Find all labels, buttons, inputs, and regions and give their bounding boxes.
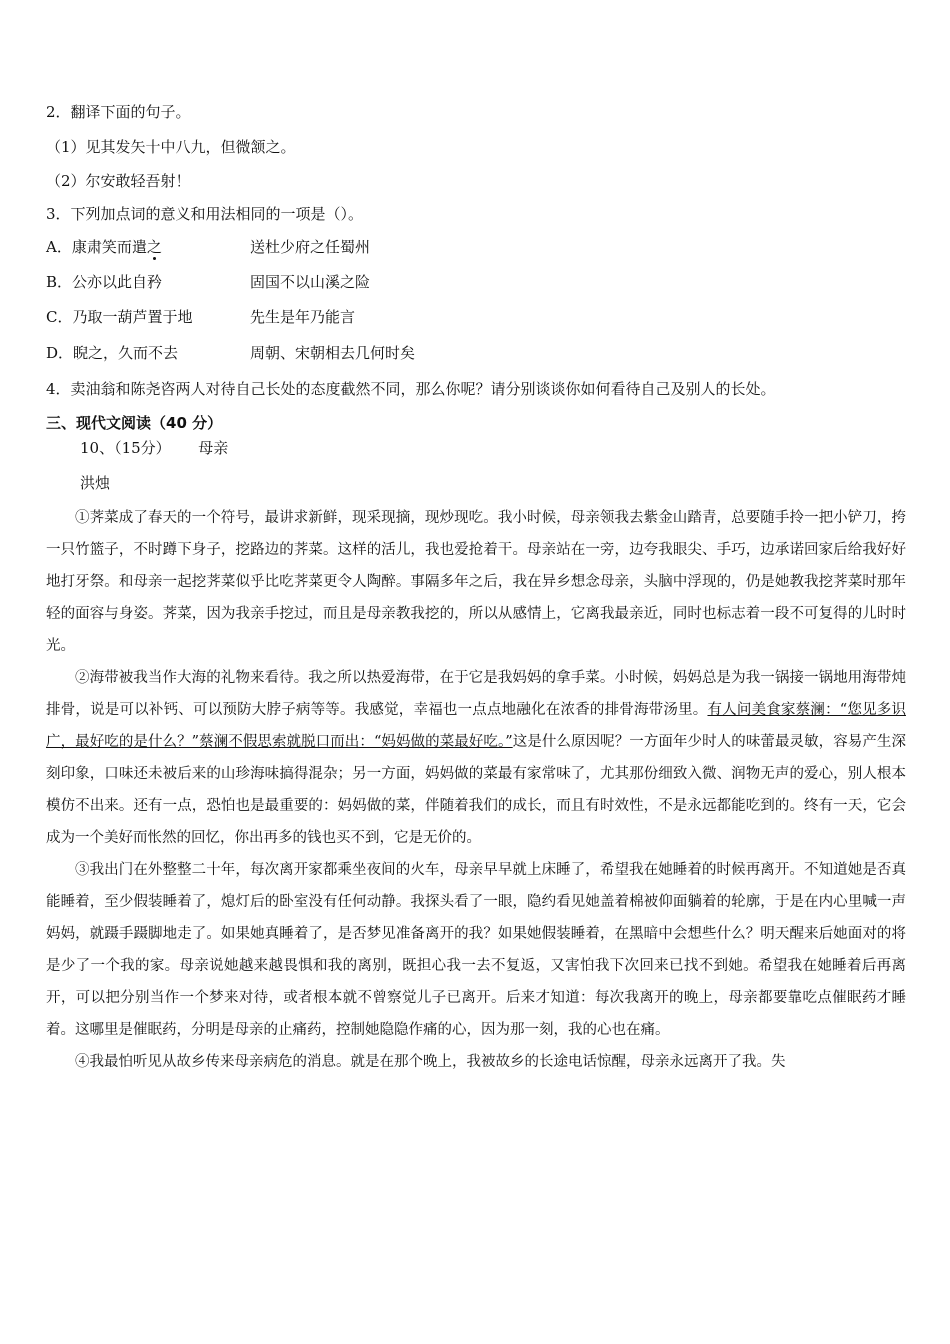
question-3-option-c: C．乃取一葫芦置于地 先生是年乃能言 (46, 308, 356, 326)
section-3-heading: 三、现代文阅读（40 分） (46, 414, 223, 432)
question-3-title: 3．下列加点词的意义和用法相同的一项是（）。 (46, 205, 364, 223)
question-2-title: 2．翻译下面的句子。 (46, 103, 191, 121)
emphasis-dot-char: 之 (146, 238, 162, 256)
question-3-option-a: A．康肃笑而遣之 送杜少府之任蜀州 (46, 238, 371, 256)
article-author: 洪烛 (80, 474, 111, 492)
question-10-label: 10、（15分） (80, 439, 171, 457)
article-title: 母亲 (198, 439, 229, 457)
question-3-option-b: B．公亦以此自矜 固国不以山溪之险 (46, 273, 371, 291)
article-paragraph-3: ③我出门在外整整二十年，每次离开家都乘坐夜间的火车，母亲早早就上床睡了，希望我在她睡着的时候再离开。不知道她是否真能睡着，至少假装睡着了，熄灯后的卧室没有任何动静。我探头看了一眼，隐约看见她盖着棉被仰面躺着的轮廓，于是在内心里喊一声妈妈，就蹑手蹑脚地走了。如果她真睡着了，是否梦见准备离开的我？如果她假装睡着，在黑暗中会想些什么？明天醒来后她面对的将是少了一个我的家。母亲说她越来越畏惧和我的离别，既担心我一去不复返，又害怕我下次回来已找不到她。希望我在她睡着后再离开，可以把分别当作一个梦来对待，或者根本就不曾察觉儿子已离开。后来才知道：每次我离开的晚上，母亲都要靠吃点催眠药才睡着。这哪里是催眠药，分明是母亲的止痛药，控制她隐隐作痛的心，因为那一刻，我的心也在痛。 (46, 862, 906, 1038)
article-body (46, 502, 906, 1078)
question-10-header (80, 438, 228, 458)
article-paragraph-4: ④我最怕听见从故乡传来母亲病危的消息。就是在那个晚上，我被故乡的长途电话惊醒，母亲永远离开了我。失 (75, 1054, 786, 1070)
question-3-option-d: D．睨之，久而不去 周朝、宋朝相去几何时矣 (46, 344, 416, 362)
question-2-sub2: （2）尔安敢轻吾射！ (46, 172, 191, 190)
underlined-sentence: 有人问美食家蔡澜：“您见多识广，最好吃的是什么？”蔡澜不假思索就脱口而出：“妈妈做的菜最好吃。” (46, 702, 906, 750)
article-paragraph-1: ①荠菜成了春天的一个符号，最讲求新鲜，现采现摘，现炒现吃。我小时候，母亲领我去紫金山踏青，总要随手拎一把小铲刀，挎一只竹篮子，不时蹲下身子，挖路边的荠菜。这样的活儿，我也爱抢着干。母亲站在一旁，边夸我眼尖、手巧，边承诺回家后给我好好地打牙祭。和母亲一起挖荠菜似乎比吃荠菜更令人陶醉。事隔多年之后，我在异乡想念母亲，头脑中浮现的，仍是她教我挖荠菜时那年轻的面容与身姿。荠菜，因为我亲手挖过，而且是母亲教我挖的，所以从感情上，它离我最亲近，同时也标志着一段不可复得的儿时时光。 (46, 510, 906, 654)
question-4-title: 4．卖油翁和陈尧咨两人对待自己长处的态度截然不同，那么你呢？请分别谈谈你如何看待自己及别人的长处。 (46, 380, 776, 398)
article-paragraph-2: ②海带被我当作大海的礼物来看待。我之所以热爱海带，在于它是我妈妈的拿手菜。小时候，妈妈总是为我一锅接一锅地用海带炖排骨，说是可以补钙、可以预防大脖子病等等。我感觉，幸福也一点点地融化在浓香的排骨海带汤里。有人问美食家蔡澜：“您见多识广，最好吃的是什么？”蔡澜不假思索就脱口而出：“妈妈做的菜最好吃。”这是什么原因呢？一方面年少时人的味蕾最灵敏，容易产生深刻印象，口味还未被后来的山珍海味搞得混杂；另一方面，妈妈做的菜最有家常味了，尤其那份细致入微、润物无声的爱心，别人根本模仿不出来。还有一点，恐怕也是最重要的：妈妈做的菜，伴随着我们的成长，而且有时效性，不是永远都能吃到的。终有一天，它会成为一个美好而怅然的回忆，你出再多的钱也买不到，它是无价的。 (46, 670, 906, 846)
question-2-sub1: （1）见其发矢十中八九，但微颔之。 (46, 138, 296, 156)
